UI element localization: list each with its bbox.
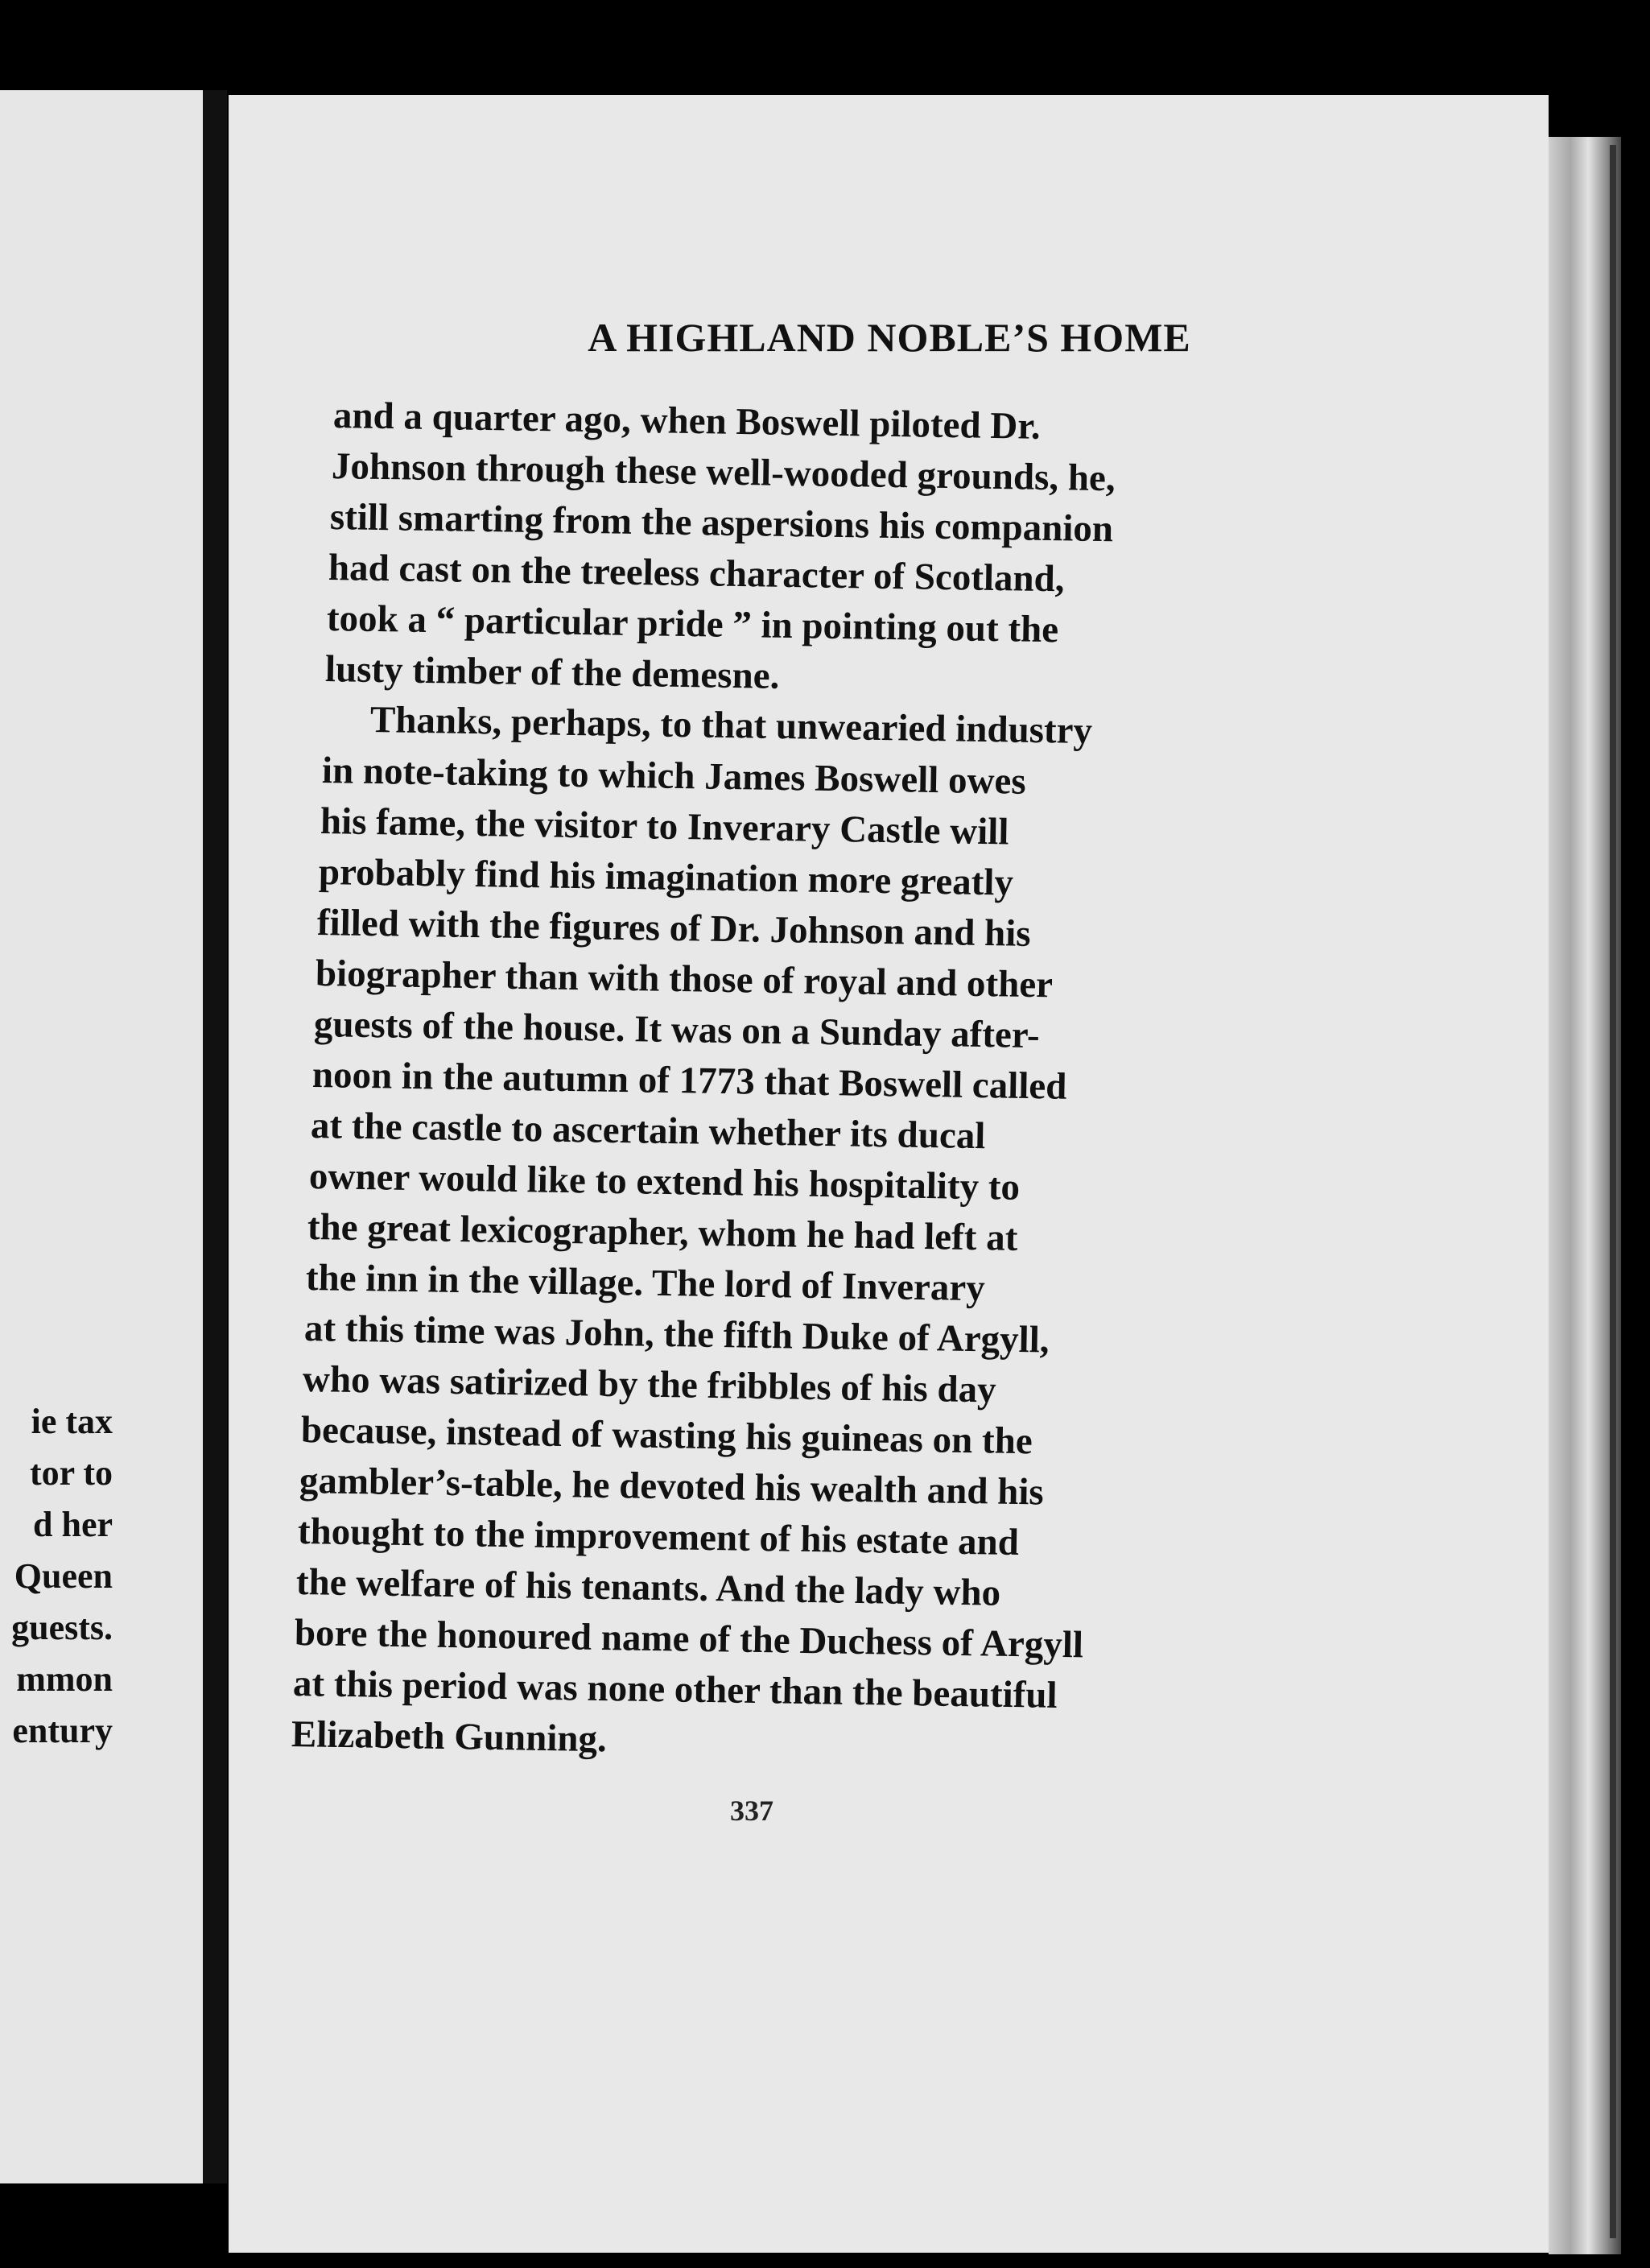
left-facing-page <box>0 90 203 2183</box>
running-head: A HIGHLAND NOBLE’S HOME <box>588 315 1191 360</box>
page-edge-shadow <box>1610 145 1616 2238</box>
text-line: and a quarter ago, when Boswell piloted Dr. <box>332 395 1042 448</box>
left-page-fragment: tor to <box>29 1453 113 1493</box>
text-line: noon in the autumn of 1773 that Boswell called <box>311 1054 1067 1108</box>
text-line: the great lexicographer, whom he had left at <box>307 1206 1018 1259</box>
text-line: who was satirized by the fribbles of his day <box>302 1358 997 1411</box>
page-number: 337 <box>730 1795 773 1827</box>
text-line: Elizabeth Gunning. <box>291 1713 608 1761</box>
text-line: bore the honoured name of the Duchess of Argyll <box>294 1612 1084 1667</box>
left-page-fragment: Queen <box>14 1556 113 1596</box>
text-line: gambler’s-table, he devoted his wealth and his <box>299 1460 1045 1514</box>
left-page-fragment: entury <box>12 1711 113 1750</box>
left-page-fragment: guests. <box>11 1608 113 1647</box>
text-line: in note-taking to which James Boswell owes <box>321 750 1027 803</box>
left-page-fragment: ie tax <box>31 1402 113 1441</box>
text-line: because, instead of wasting his guineas on the <box>300 1409 1033 1463</box>
text-line: probably find his imagination more greatly <box>318 851 1014 904</box>
text-line: his fame, the visitor to Inverary Castle will <box>320 800 1009 853</box>
text-line: owner would like to extend his hospitality to <box>308 1155 1021 1208</box>
text-line: at this period was none other than the beautiful <box>292 1663 1058 1716</box>
text-line: biographer than with those of royal and other <box>315 952 1054 1006</box>
text-line: took a “ particular pride ” in pointing out the <box>326 597 1059 651</box>
text-line: the inn in the village. The lord of Inverary <box>305 1257 986 1310</box>
book-gutter <box>203 90 227 2183</box>
text-line: thought to the improvement of his estate and <box>297 1510 1020 1564</box>
text-line: lusty timber of the demesne. <box>324 648 780 697</box>
left-page-fragment: mmon <box>16 1659 113 1699</box>
text-line: still smarting from the aspersions his companion <box>329 496 1114 551</box>
main-page <box>229 95 1549 2253</box>
text-line: the welfare of his tenants. And the lady who <box>295 1561 1001 1614</box>
text-line: Johnson through these well-wooded grounds, he, <box>331 445 1116 500</box>
text-line: had cast on the treeless character of Scotland, <box>328 547 1065 601</box>
text-line: guests of the house. It was on a Sunday after- <box>313 1003 1041 1057</box>
text-line: Thanks, perhaps, to that unwearied industry <box>369 699 1093 753</box>
text-line: at this time was John, the fifth Duke of Argyll, <box>303 1308 1050 1361</box>
text-line: at the castle to ascertain whether its ducal <box>310 1105 986 1158</box>
text-line: filled with the figures of Dr. Johnson and his <box>316 902 1031 955</box>
left-page-fragment: d her <box>33 1505 113 1544</box>
